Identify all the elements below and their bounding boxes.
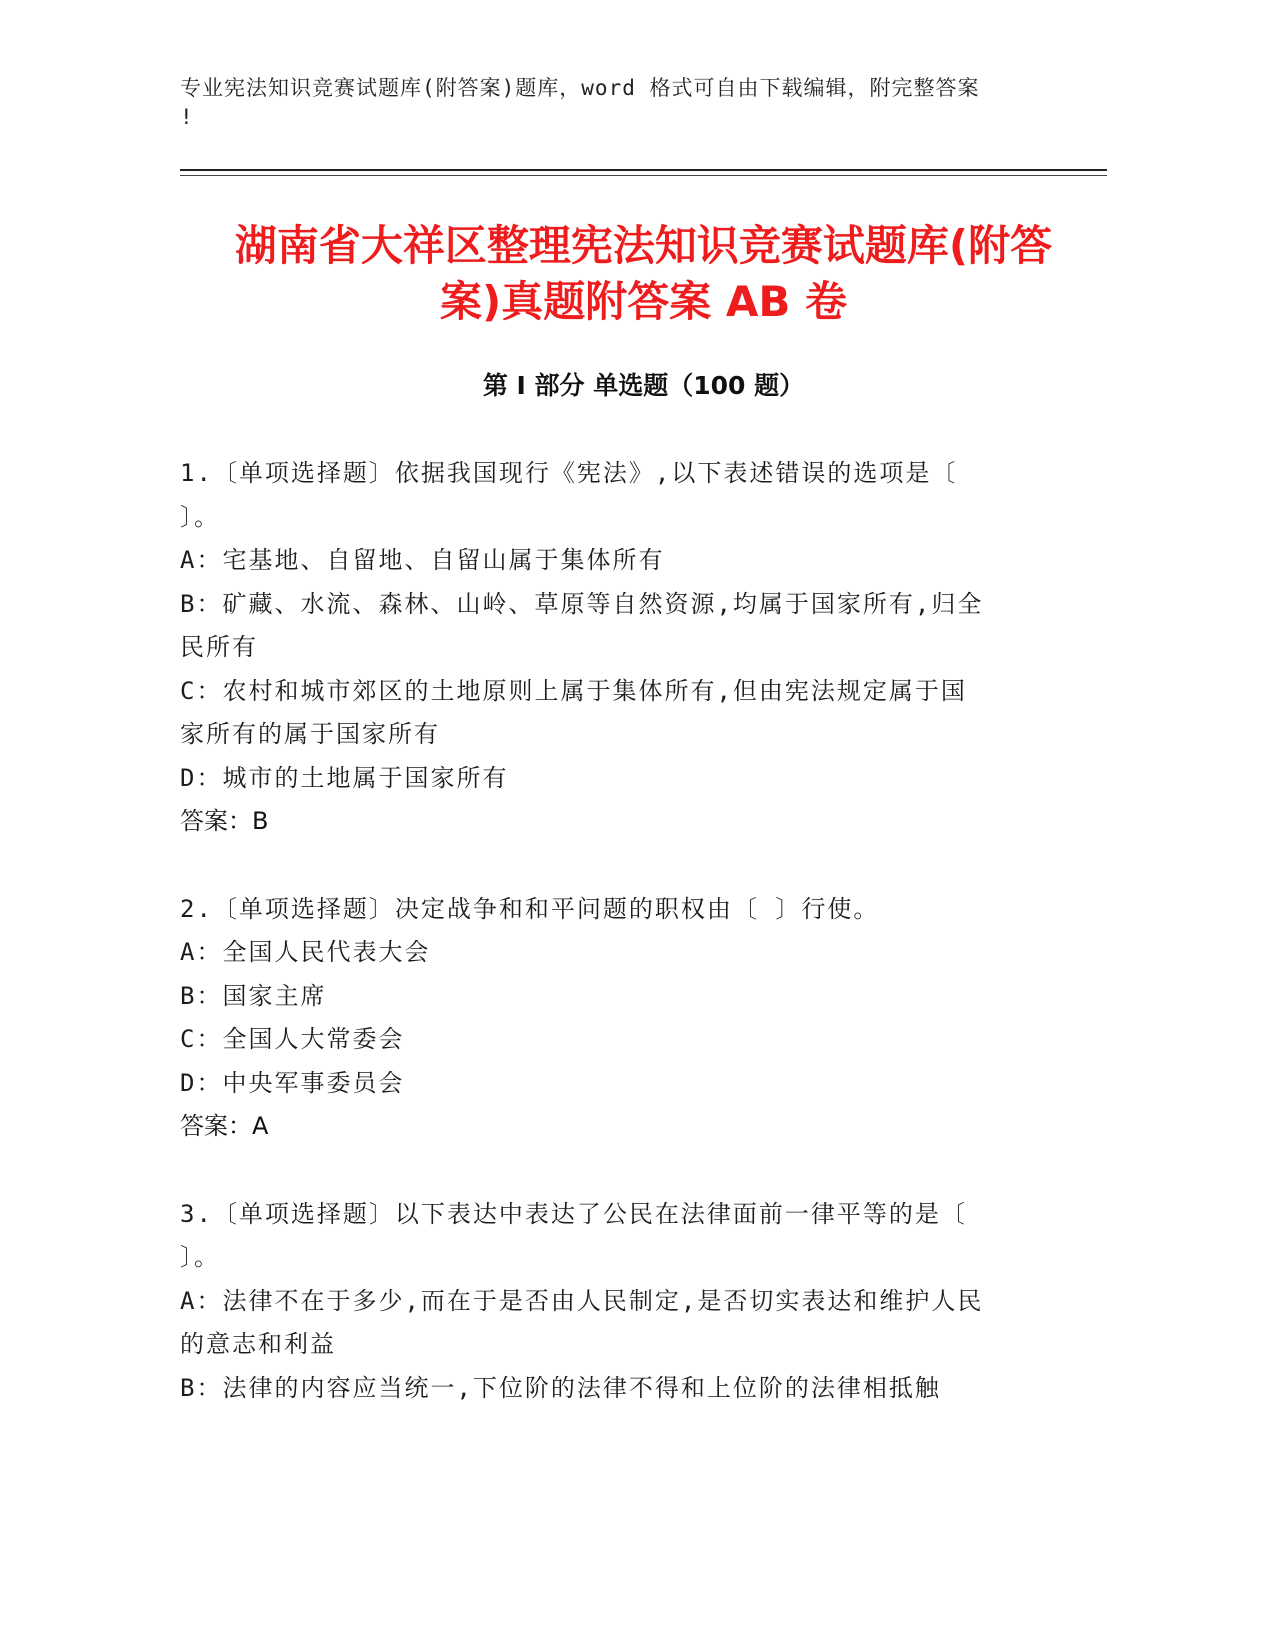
section-title: 第 I 部分 单选题（100 题） <box>482 371 805 400</box>
option-d: D：城市的土地属于国家所有 <box>180 763 509 792</box>
question-stem: 1.〔单项选择题〕依据我国现行《宪法》,以下表述错误的选项是〔 <box>180 459 958 487</box>
answer: 答案：B <box>180 807 269 835</box>
document-title <box>180 218 1107 330</box>
option-d: D：中央军事委员会 <box>180 1068 405 1097</box>
header-note <box>180 74 1060 132</box>
option-a: A：全国人民代表大会 <box>180 938 431 966</box>
question-list <box>180 452 1040 1454</box>
question-2 <box>180 888 1040 1149</box>
option-a: A：宅基地、自留地、自留山属于集体所有 <box>180 546 665 574</box>
option-b: B：国家主席 <box>180 981 327 1010</box>
question-stem: 〕。 <box>180 502 220 531</box>
option-b: B：法律的内容应当统一,下位阶的法律不得和上位阶的法律相抵触 <box>180 1373 941 1402</box>
document-title-line-2: 案)真题附答案 AB 卷 <box>440 277 847 326</box>
option-a: A：法律不在于多少,而在于是否由人民制定,是否切实表达和维护人民 <box>180 1286 984 1315</box>
option-b: B：矿藏、水流、森林、山岭、草原等自然资源,均属于国家所有,归全 <box>180 589 984 618</box>
question-1 <box>180 452 1040 844</box>
header-note-line-1: 专业宪法知识竞赛试题库(附答案)题库，word 格式可自由下载编辑，附完整答案 <box>180 76 980 100</box>
option-c: C：农村和城市郊区的土地原则上属于集体所有,但由宪法规定属于国 <box>180 676 967 705</box>
option-c-continued: 家所有的属于国家所有 <box>180 720 440 748</box>
option-a-continued: 的意志和利益 <box>180 1330 336 1358</box>
question-stem: 〕。 <box>180 1243 220 1271</box>
question-stem: 3.〔单项选择题〕以下表达中表达了公民在法律面前一律平等的是〔 <box>180 1199 967 1228</box>
header-divider-thick <box>180 169 1107 171</box>
document-title-line-1: 湖南省大祥区整理宪法知识竞赛试题库(附答 <box>234 221 1053 270</box>
option-c: C：全国人大常委会 <box>180 1025 405 1053</box>
header-note-line-2: ! <box>180 105 194 129</box>
question-3 <box>180 1193 1040 1411</box>
option-b-continued: 民所有 <box>180 633 258 661</box>
header-divider-thin <box>180 175 1107 176</box>
answer: 答案：A <box>180 1112 269 1140</box>
question-stem: 2.〔单项选择题〕决定战争和和平问题的职权由〔 〕行使。 <box>180 894 880 923</box>
